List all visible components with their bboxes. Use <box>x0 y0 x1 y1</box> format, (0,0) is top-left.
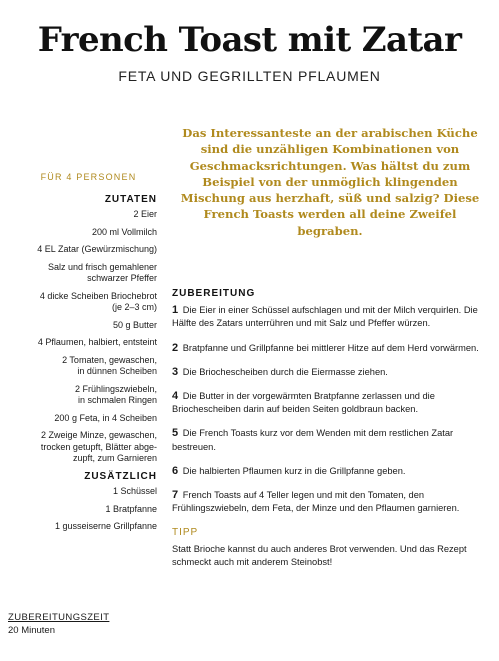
step-number: 3 <box>172 365 179 378</box>
prep-time-value: 20 Minuten <box>8 625 56 636</box>
intro-text: Das Interessanteste an der arabischen Küche sind die unzähligen Kombinationen von Geschmacksrichtungen. Was hältst du zum Beispiel von der unmöglich klingenden Mischung aus herzhaft, süß und salzig? Diese French Toasts werden all deine Zweifel begraben. <box>180 126 480 238</box>
ingredients-column <box>0 172 157 539</box>
step-text: Die French Toasts kurz vor dem Wenden mit dem restlichen Zatar bestreuen. <box>172 428 454 452</box>
extra-item: 1 gusseiserne Grillpfanne <box>54 521 157 531</box>
step <box>172 465 482 478</box>
step-text: Die Eier in einer Schüssel aufschlagen und mit der Milch verquirlen. Die Hälfte des Zatars unterrühren und mit Salz und Pfeffer würzen. <box>172 305 478 329</box>
preparation-heading: ZUBEREITUNG <box>172 288 256 299</box>
step-number: 2 <box>172 341 179 354</box>
ingredient-item: 50 g Butter <box>112 319 157 330</box>
step <box>172 489 482 515</box>
step-text: Die Butter in der vorgewärmten Bratpfanne zerlassen und die Briochescheiben darin auf beiden Seiten goldbraun backen. <box>172 391 435 415</box>
servings-label: FÜR 4 PERSONEN <box>40 172 137 182</box>
prep-time <box>8 611 109 637</box>
step <box>172 366 482 379</box>
step <box>172 427 482 453</box>
ingredient-item: 2 Frühlingszwiebeln, in schmalen Ringen <box>74 383 157 405</box>
ingredient-item: 4 EL Zatar (Gewürzmischung) <box>37 244 157 254</box>
step <box>172 390 482 416</box>
ingredient-item: 200 ml Vollmilch <box>91 226 157 237</box>
ingredient-item: Salz und frisch gemahlener schwarzer Pfeffer <box>47 261 157 283</box>
ingredient-item: 4 Pflaumen, halbiert, entsteint <box>37 337 157 347</box>
ingredient-item: 200 g Feta, in 4 Scheiben <box>54 412 157 423</box>
tip-text: Statt Brioche kannst du auch anderes Brot verwenden. Und das Rezept schmeckt auch mit anderem Steinobst! <box>172 543 467 567</box>
step-number: 6 <box>172 464 179 477</box>
tip-heading: TIPP <box>172 527 199 539</box>
step <box>172 342 482 355</box>
ingredient-item: 2 Zweige Minze, gewaschen, trocken getupft, Blätter abge- zupft, zum Garnieren <box>40 430 157 463</box>
step-text: Die halbierten Pflaumen kurz in die Grillpfanne geben. <box>182 465 406 476</box>
step-number: 4 <box>172 390 179 403</box>
prep-time-label: ZUBEREITUNGSZEIT <box>8 612 110 623</box>
step <box>172 304 482 330</box>
step-text: Die Briochescheiben durch die Eiermasse ziehen. <box>182 366 388 377</box>
preparation-column <box>172 287 482 569</box>
step-text: French Toasts auf 4 Teller legen und mit den Tomaten, den Frühlingszwiebeln, dem Feta, der Minze und den Pflaumen garnieren. <box>172 490 460 514</box>
ingredients-heading: ZUTATEN <box>104 193 157 205</box>
step-number: 1 <box>172 304 179 317</box>
ingredient-item: 2 Tomaten, gewaschen, in dünnen Scheiben <box>62 354 157 376</box>
ingredient-item: 2 Eier <box>133 209 157 219</box>
step-text: Bratpfanne und Grillpfanne bei mittlerer Hitze auf dem Herd vorwärmen. <box>182 342 479 353</box>
extra-item: 1 Schüssel <box>112 486 157 496</box>
recipe-title: French Toast mit Zatar <box>37 20 462 60</box>
extra-item: 1 Bratpfanne <box>105 503 157 514</box>
extra-heading: ZUSÄTZLICH <box>84 470 157 482</box>
recipe-subtitle: FETA UND GEGRILLTEN PFLAUMEN <box>118 68 381 84</box>
step-number: 5 <box>172 427 179 440</box>
step-number: 7 <box>172 489 179 502</box>
ingredient-item: 4 dicke Scheiben Briochebrot (je 2–3 cm) <box>39 290 157 312</box>
